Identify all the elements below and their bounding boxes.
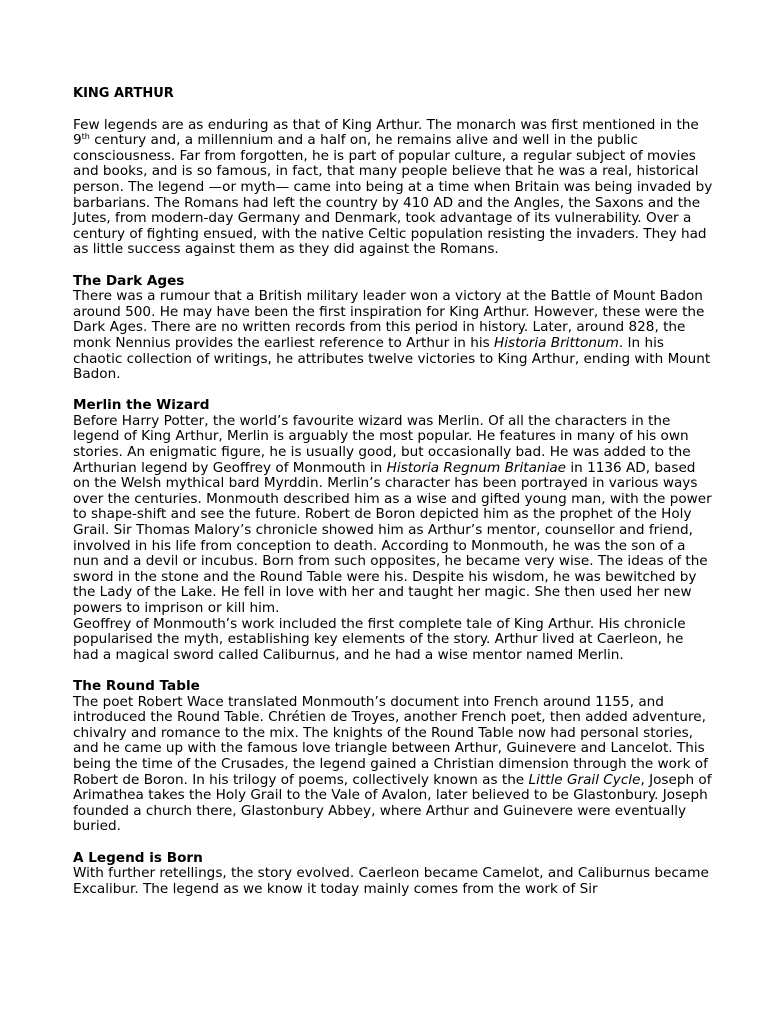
text-run: , Joseph of Arimathea takes the Holy Grail to the Vale of Avalon, later believed to be Glastonbury. Joseph founded a church there, Glastonbury Abbey, where Arthur and Guinevere were eventually buried.	[73, 771, 712, 835]
text-run: There was a rumour that a British military leader won a victory at the Battle of Mount Badon around 500. He may have been the first inspiration for King Arthur. However, these were the Dark Ages. There are no written records from this period in history. Later, around 828, the monk Nennius provides the earliest reference to Arthur in his	[73, 288, 705, 351]
text-run: Geoffrey of Monmouth’s work included the first complete tale of King Arthur. His chronicle popularised the myth, establishing key elements of the story. Arthur lived at Caerleon, he had a magical sword called Caliburnus, and he had a wise mentor named Merlin.	[73, 615, 686, 663]
merlin-paragraph-1	[73, 414, 713, 617]
intro-paragraph	[73, 118, 713, 258]
text-run: Few legends are as enduring as that of King Arthur. The monarch was first mentioned in the 9	[73, 116, 699, 149]
text-run: The poet Robert Wace translated Monmouth’s document into French around 1155, and introduced the Round Table. Chrétien de Troyes, another French poet, then added adventure, chivalry and romance to the mix. The knights of the Round Table now had personal stories, and he came up with the famous love triangle between Arthur, Guinevere and Lancelot. This being the time of the Crusades, the legend gained a Christian dimension through the work of Robert de Boron. In his trilogy of poems, collectively known as the	[73, 693, 708, 788]
italic-title-text: Historia Brittonum	[494, 334, 619, 351]
text-run: century and, a millennium and a half on, he remains alive and well in the public consciousness. Far from forgotten, he is part of popular culture, a regular subject of movies and books, and is so famous, in fact, that many people believe that he was a real, historical person. The legend —or myth— came into being at a time when Britain was being invaded by barbarians. The Romans had left the country by 410 AD and the Angles, the Saxons and the Jutes, from modern-day Germany and Denmark, took advantage of its vulnerability. Over a century of fighting ensued, with the native Celtic population resisting the invaders. They had as little success against them as they did against the Romans.	[73, 132, 713, 258]
italic-title-text: Historia Regnum Britaniae	[386, 459, 567, 476]
section-heading-merlin: Merlin the Wizard	[73, 397, 210, 414]
legend-born-paragraph	[73, 866, 713, 897]
document-title: KING ARTHUR	[73, 86, 174, 101]
italic-title-text: Little Grail Cycle	[528, 771, 641, 788]
round-table-paragraph	[73, 695, 713, 835]
text-run: in 1136 AD, based on the Welsh mythical bard Myrddin. Merlin’s character has been portrayed in various ways over the centuries. Monmouth described him as a wise and gifted young man, with the power to shape-shift and see the future. Robert de Boron depicted him as the prophet of the Holy Grail. Sir Thomas Malory’s chronicle showed him as Arthur’s mentor, counsellor and friend, involved in his life from conception to death. According to Monmouth, he was the son of a nun and a devil or incubus. Born from such opposites, he became very wise. The ideas of the sword in the stone and the Round Table were his. Despite his wisdom, he was bewitched by the Lady of the Lake. He fell in love with her and taught her magic. She then used her new powers to imprison or kill him.	[73, 459, 712, 616]
dark-ages-paragraph	[73, 289, 713, 383]
text-run: Before Harry Potter, the world’s favourite wizard was Merlin. Of all the characters in the legend of King Arthur, Merlin is arguably the most popular. He features in many of his own stories. An enigmatic figure, he is usually good, but occasionally bad. He was added to the Arthurian legend by Geoffrey of Monmouth in	[73, 412, 691, 476]
merlin-paragraph-2	[73, 617, 713, 664]
text-run: . In his chaotic collection of writings, he attributes twelve victories to King Arthur, ending with Mount Badon.	[73, 334, 711, 383]
section-heading-legend-born: A Legend is Born	[73, 849, 203, 866]
section-heading-round-table: The Round Table	[73, 677, 200, 694]
section-heading-dark-ages: The Dark Ages	[73, 272, 185, 289]
document-body	[73, 86, 713, 897]
text-run: With further retellings, the story evolved. Caerleon became Camelot, and Caliburnus became Excalibur. The legend as we know it today mainly comes from the work of Sir	[73, 865, 709, 897]
superscript-text: th	[81, 132, 90, 142]
